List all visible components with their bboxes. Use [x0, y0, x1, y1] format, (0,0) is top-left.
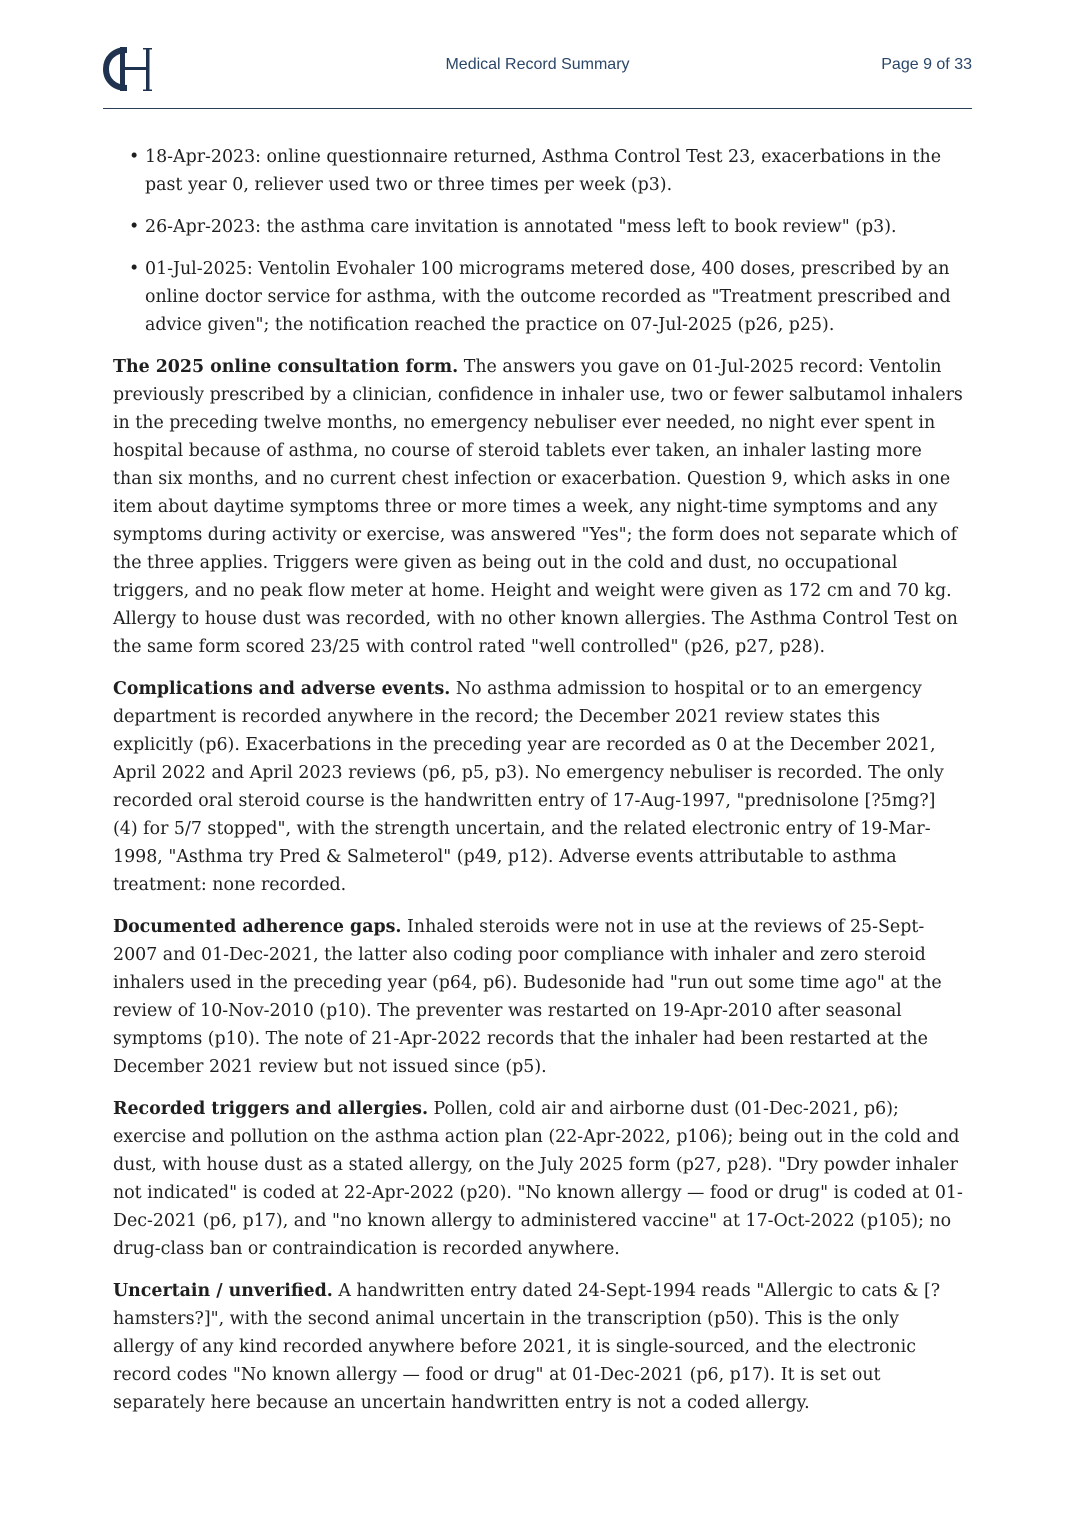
list-item-text: 26-Apr-2023: the asthma care invitation is annotated "mess left to book review" (p3). [145, 217, 897, 237]
page-header [103, 0, 972, 109]
document-body [113, 143, 965, 1431]
bullet-glyph: • [129, 217, 140, 237]
section-heading: Complications and adverse events. [113, 679, 451, 699]
list-item-text: 01-Jul-2025: Ventolin Evohaler 100 micrograms metered dose, 400 doses, prescribed by an online doctor service for asthma, with the outcome recorded as "Treatment prescribed and advice given"; the notification reached the practice on 07-Jul-2025 (p26, p25). [145, 259, 951, 335]
document-title: Medical Record Summary [445, 56, 630, 73]
list-item-text: 18-Apr-2023: online questionnaire returned, Asthma Control Test 23, exacerbations in the past year 0, reliever used two or three times per week (p3). [145, 147, 941, 195]
section-heading: Recorded triggers and allergies. [113, 1099, 429, 1119]
section-triggers-allergies [113, 1095, 965, 1263]
bullet-glyph: • [129, 147, 140, 167]
section-heading: Documented adherence gaps. [113, 917, 402, 937]
section-body: Inhaled steroids were not in use at the reviews of 25-Sept-2007 and 01-Dec-2021, the latter also coding poor compliance with inhaler and zero steroid inhalers used in the preceding year (p64, p6). Budesonide had "run out some time ago" at the review of 10-Nov-2010 (p10). The preventer was restarted on 19-Apr-2010 after seasonal symptoms (p10). The note of 21-Apr-2022 records that the inhaler had been restarted at the December 2021 review but not issued since (p5). [113, 917, 942, 1077]
section-complications [113, 675, 965, 899]
section-online-consultation [113, 353, 965, 661]
section-uncertain [113, 1277, 965, 1417]
bullet-glyph: • [129, 259, 140, 279]
section-heading: The 2025 online consultation form. [113, 357, 459, 377]
section-body: No asthma admission to hospital or to an emergency department is recorded anywhere in the record; the December 2021 review states this explicitly (p6). Exacerbations in the preceding year are recorded as 0 at the December 2021, April 2022 and April 2023 reviews (p6, p5, p3). No emergency nebuliser is recorded. The only recorded oral steroid course is the handwritten entry of 17-Aug-1997, "prednisolone [?5mg?] (4) for 5/7 stopped", with the strength uncertain, and the related electronic entry of 19-Mar-1998, "Asthma try Pred & Salmeterol" (p49, p12). Adverse events attributable to asthma treatment: none recorded. [113, 679, 944, 895]
section-body: The answers you gave on 01-Jul-2025 record: Ventolin previously prescribed by a clinician, confidence in inhaler use, two or fewer salbutamol inhalers in the preceding twelve months, no emergency nebuliser ever needed, no night ever spent in hospital because of asthma, no course of steroid tablets ever taken, an inhaler lasting more than six months, and no current chest infection or exacerbation. Question 9, which asks in one item about daytime symptoms three or more times a week, any night-time symptoms and any symptoms during activity or exercise, was answered "Yes"; the form does not separate which of the three applies. Triggers were given as being out in the cold and dust, no occupational triggers, and no peak flow meter at home. Height and weight were given as 172 cm and 70 kg. Allergy to house dust was recorded, with no other known allergies. The Asthma Control Test on the same form scored 23/25 with control rated "well controlled" (p26, p27, p28). [113, 357, 963, 657]
section-body: Pollen, cold air and airborne dust (01-Dec-2021, p6); exercise and pollution on the asthma action plan (22-Apr-2022, p106); being out in the cold and dust, with house dust as a stated allergy, on the July 2025 form (p27, p28). "Dry powder inhaler not indicated" is coded at 22-Apr-2022 (p20). "No known allergy — food or drug" is coded at 01-Dec-2021 (p6, p17), and "no known allergy to administered vaccine" at 17-Oct-2022 (p105); no drug-class ban or contraindication is recorded anywhere. [113, 1099, 963, 1259]
list-item [113, 255, 965, 339]
section-body: A handwritten entry dated 24-Sept-1994 reads "Allergic to cats & [?hamsters?]", with the second animal uncertain in the transcription (p50). This is the only allergy of any kind recorded anywhere before 2021, it is single-sourced, and the electronic record codes "No known allergy — food or drug" at 01-Dec-2021 (p6, p17). It is set out separately here because an uncertain handwritten entry is not a coded allergy. [113, 1281, 941, 1413]
list-item [113, 213, 965, 241]
section-adherence-gaps [113, 913, 965, 1081]
page-number: Page 9 of 33 [881, 56, 972, 73]
list-item [113, 143, 965, 199]
section-heading: Uncertain / unverified. [113, 1281, 333, 1301]
